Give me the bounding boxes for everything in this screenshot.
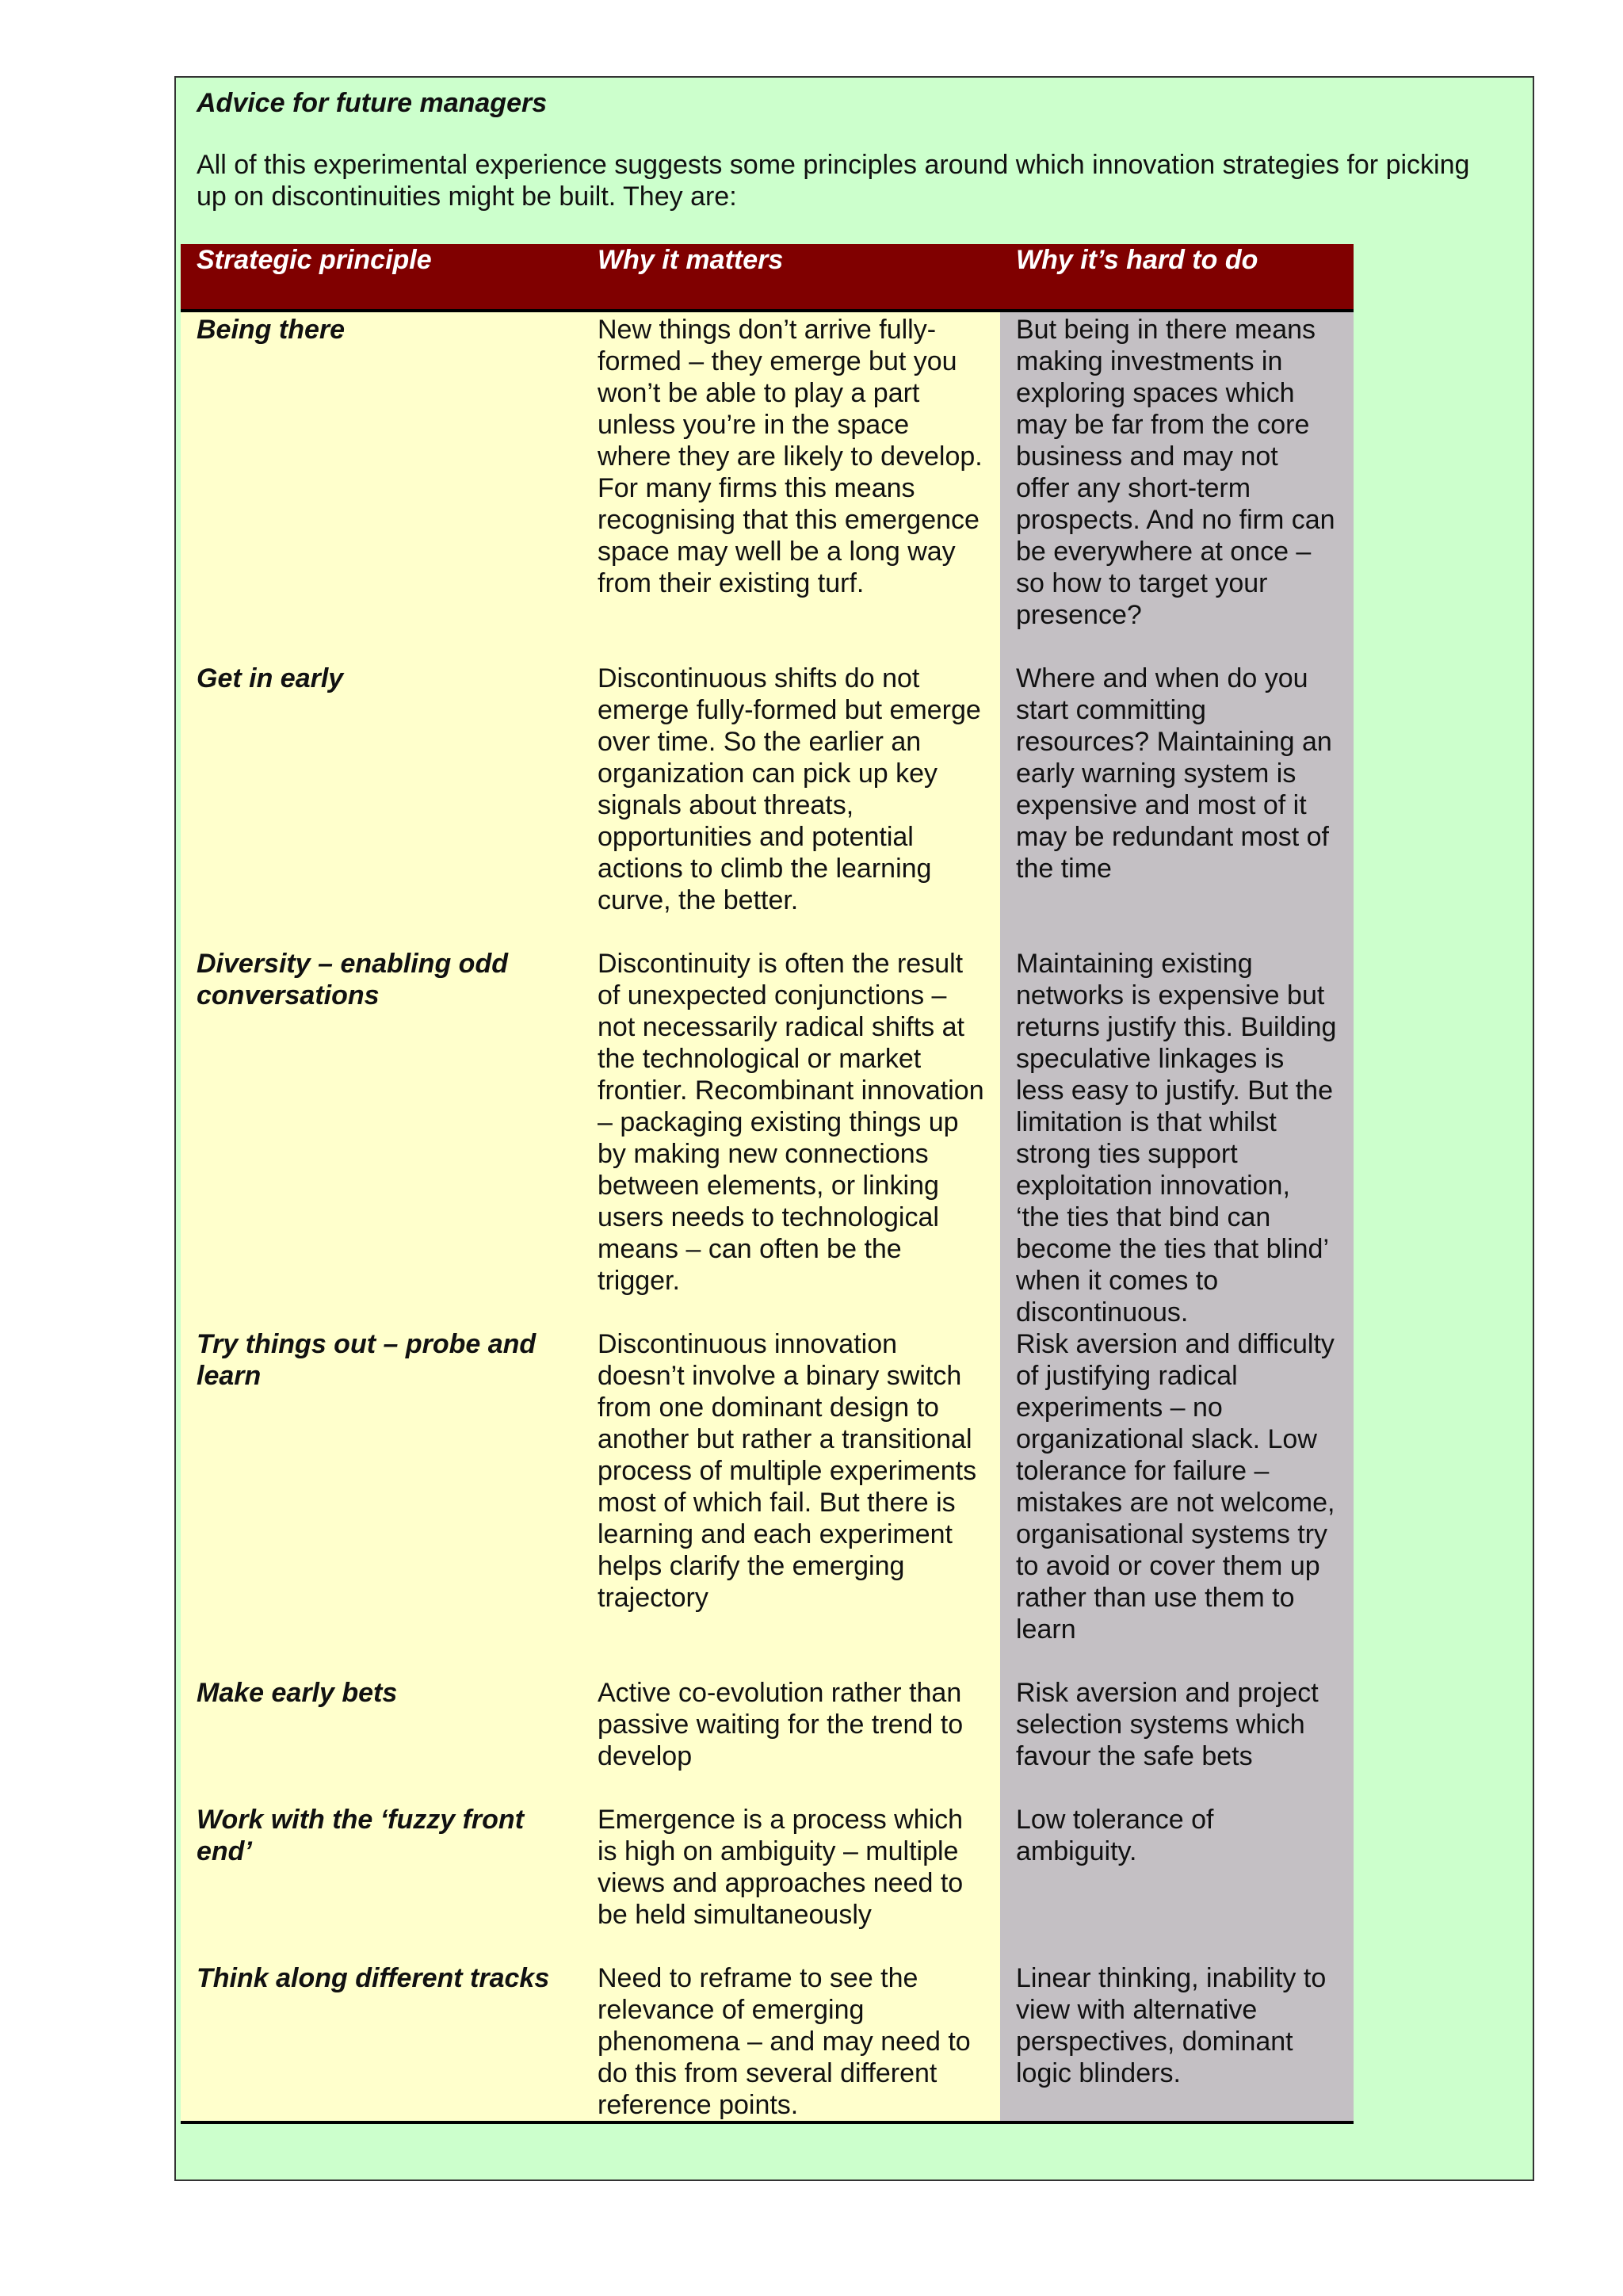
table-row xyxy=(181,1677,1354,1804)
hard-cell: Risk aversion and project selection systems which favour the safe bets xyxy=(1000,1677,1354,1804)
table-row xyxy=(181,948,1354,1328)
advice-box xyxy=(174,76,1534,2181)
why-cell: Need to reframe to see the relevance of emerging phenomena – and may need to do this from several different reference points. xyxy=(582,1962,1000,2122)
header-why-it-matters: Why it matters xyxy=(582,244,1000,311)
header-strategic-principle: Strategic principle xyxy=(181,244,582,311)
hard-cell: Low tolerance of ambiguity. xyxy=(1000,1804,1354,1962)
table-row xyxy=(181,663,1354,948)
why-cell: Active co-evolution rather than passive waiting for the trend to develop xyxy=(582,1677,1000,1804)
table-header-row xyxy=(181,244,1354,311)
hard-cell: Where and when do you start committing resources? Maintaining an early warning system is expensive and most of it may be redundant most of the time xyxy=(1000,663,1354,948)
intro-paragraph: All of this experimental experience suggests some principles around which innovation strategies for picking up on discontinuities might be built. They are: xyxy=(197,150,1470,212)
principle-cell: Diversity – enabling odd conversations xyxy=(181,948,582,1328)
principle-cell: Try things out – probe and learn xyxy=(181,1328,582,1677)
table-row xyxy=(181,1804,1354,1962)
principle-cell: Get in early xyxy=(181,663,582,948)
principle-cell: Make early bets xyxy=(181,1677,582,1804)
hard-cell: Risk aversion and difficulty of justifying radical experiments – no organizational slack. Low tolerance for failure – mistakes are not welcome, organisational systems try to avoid or cover them up rather than use them to learn xyxy=(1000,1328,1354,1677)
strategic-principles-table xyxy=(181,244,1354,2124)
table-row xyxy=(181,1328,1354,1677)
principle-cell: Work with the ‘fuzzy front end’ xyxy=(181,1804,582,1962)
why-cell: Emergence is a process which is high on ambiguity – multiple views and approaches need to be held simultaneously xyxy=(582,1804,1000,1962)
principle-cell: Think along different tracks xyxy=(181,1962,582,2122)
why-cell: Discontinuous innovation doesn’t involve a binary switch from one dominant design to another but rather a transitional process of multiple experiments most of which fail. But there is learning and each experiment helps clarify the emerging trajectory xyxy=(582,1328,1000,1677)
hard-cell: Maintaining existing networks is expensive but returns justify this. Building speculative linkages is less easy to justify. But the limitation is that whilst strong ties support exploitation innovation, ‘the ties that bind can become the ties that blind’ when it comes to discontinuous. xyxy=(1000,948,1354,1328)
section-heading: Advice for future managers xyxy=(197,88,548,118)
hard-cell: But being in there means making investments in exploring spaces which may be far from the core business and may not offer any short-term prospects. And no firm can be everywhere at once – so how to target your presence? xyxy=(1000,311,1354,663)
table-row xyxy=(181,311,1354,663)
header-why-hard: Why it’s hard to do xyxy=(1000,244,1354,311)
principle-cell: Being there xyxy=(181,311,582,663)
why-cell: Discontinuity is often the result of unexpected conjunctions – not necessarily radical shifts at the technological or market frontier. Recombinant innovation – packaging existing things up by making new connections between elements, or linking users needs to technological means – can often be the trigger. xyxy=(582,948,1000,1328)
why-cell: Discontinuous shifts do not emerge fully-formed but emerge over time. So the earlier an organization can pick up key signals about threats, opportunities and potential actions to climb the learning curve, the better. xyxy=(582,663,1000,948)
why-cell: New things don’t arrive fully-formed – they emerge but you won’t be able to play a part unless you’re in the space where they are likely to develop. For many firms this means recognising that this emergence space may well be a long way from their existing turf. xyxy=(582,311,1000,663)
hard-cell: Linear thinking, inability to view with alternative perspectives, dominant logic blinders. xyxy=(1000,1962,1354,2122)
table-row xyxy=(181,1962,1354,2122)
